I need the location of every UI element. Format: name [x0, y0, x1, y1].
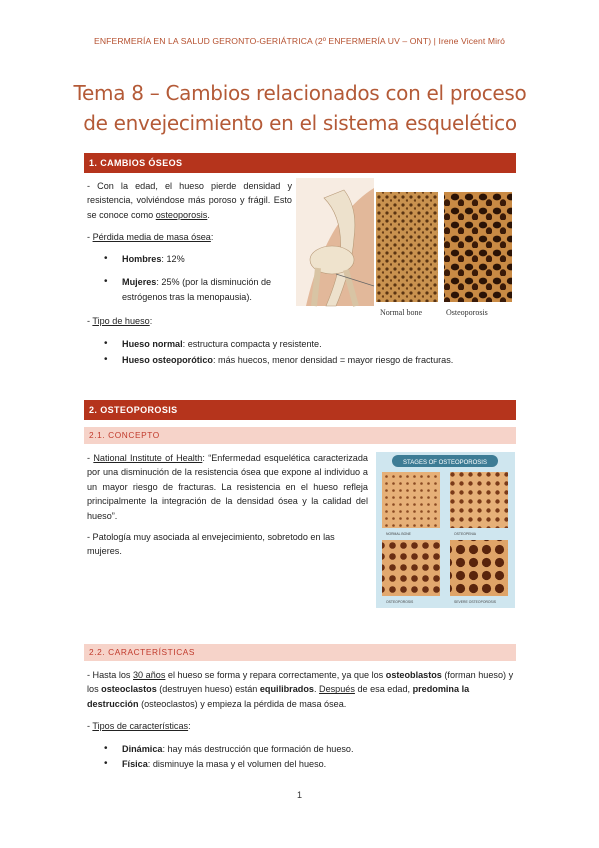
underlined-term: Pérdida media de masa ósea	[92, 232, 211, 242]
stages-of-osteoporosis-figure	[376, 452, 515, 608]
list-tipos-caracteristicas	[122, 742, 517, 772]
text-segment: - Hasta los	[87, 670, 133, 680]
stage-osteoporosis	[382, 540, 440, 596]
text-segment: : hay más destrucción que formación de hueso.	[162, 744, 354, 754]
list-item	[122, 252, 297, 266]
underlined-term: National Institute of Health	[93, 453, 203, 463]
osteoporosis-bone-sample	[444, 192, 512, 302]
bold-term: Hombres	[122, 254, 162, 264]
bold-term: Física	[122, 759, 148, 770]
bold-term: Hueso normal	[122, 339, 183, 349]
osteoporosis-label: Osteoporosis	[446, 308, 488, 317]
osteoporosis-term: osteoporosis	[155, 209, 208, 220]
bone-comparison-figure	[296, 178, 518, 328]
subsection-heading-caracteristicas: 2.2. CARACTERÍSTICAS	[84, 644, 516, 661]
normal-bone-sample	[376, 192, 438, 302]
paragraph-tipo-hueso	[87, 314, 292, 328]
skeleton-illustration	[296, 178, 374, 306]
stage-label-normal: NORMAL BONE	[386, 532, 411, 536]
page-title	[60, 78, 540, 138]
underlined-term: Tipos de características	[92, 721, 189, 731]
list-item	[122, 757, 517, 771]
underlined-term: Después	[319, 684, 355, 695]
list-perdida-masa	[122, 252, 297, 304]
list-item	[122, 742, 517, 756]
list-tipo-hueso	[122, 337, 522, 368]
text-segment: -	[87, 453, 94, 463]
text-segment: - Con la edad, el hueso pierde densidad y resistencia, volviéndose más poroso y frágil. Esto se conoce como	[87, 181, 292, 220]
bold-term: osteoblastos	[385, 670, 442, 680]
text-segment: de esa edad,	[354, 684, 413, 695]
bold-term: predomina la destrucción	[87, 684, 470, 709]
stage-normal-bone	[382, 472, 440, 528]
subsection-heading-concepto: 2.1. CONCEPTO	[84, 427, 516, 444]
section-heading-cambios-oseos: 1. CAMBIOS ÓSEOS	[84, 153, 516, 173]
stage-label-severe: SEVERE OSTEOPOROSIS	[454, 600, 497, 604]
paragraph-osteoblastos	[87, 668, 517, 711]
bold-term: Hueso osteoporótico	[122, 355, 213, 366]
underlined-term: 30 años	[133, 670, 166, 680]
stage-osteopenia	[450, 472, 508, 528]
list-item	[122, 337, 522, 351]
stage-label-osteopenia: OSTEOPENIA	[454, 532, 477, 536]
text-segment: : 25% (por la disminución de estrógenos tras la menopausia).	[122, 277, 272, 302]
title-line-2: de envejecimiento en el sistema esquelético	[83, 111, 517, 135]
text-segment: (destruyen hueso) están	[156, 684, 260, 695]
list-item	[122, 275, 297, 304]
text-segment: -	[87, 721, 93, 731]
figure-title: STAGES OF OSTEOPOROSIS	[403, 460, 487, 466]
bold-term: osteoclastos	[101, 684, 157, 695]
stage-label-osteoporosis: OSTEOPOROSIS	[386, 600, 414, 604]
text-segment: -	[87, 232, 93, 242]
paragraph-osteoporosis-intro	[87, 179, 292, 222]
text-segment: : “Enfermedad esquelética caracterizada por una disminución de la resistencia ósea que expone al individuo a un mayor riesgo de fracturas. La resistencia en el hueso refleja principalmente la integración de la densidad ósea y la calidad del hueso”.	[87, 453, 368, 521]
text-segment: : disminuye la masa y el volumen del hueso.	[147, 759, 327, 770]
paragraph-patologia: - Patología muy asociada al envejecimiento, sobretodo en las mujeres.	[87, 532, 335, 557]
text-segment: el hueso se forma y repara correctamente, ya que los	[165, 670, 386, 680]
stage-severe-osteoporosis	[450, 540, 508, 596]
text-segment: .	[207, 209, 210, 220]
text-segment: : estructura compacta y resistente.	[182, 339, 322, 349]
bold-term: Mujeres	[122, 277, 157, 288]
text-segment: :	[149, 316, 153, 326]
section-heading-osteoporosis: 2. OSTEOPOROSIS	[84, 400, 516, 420]
text-segment: (osteoclastos) y empieza la pérdida de masa ósea.	[138, 698, 347, 709]
text-segment: .	[313, 684, 320, 695]
text-segment: -	[87, 316, 93, 326]
list-item	[122, 353, 522, 367]
page-number: 1	[296, 790, 302, 800]
paragraph-perdida-masa	[87, 230, 292, 244]
bold-term: equilibrados	[259, 684, 314, 695]
bold-term: Dinámica	[122, 744, 163, 754]
text-segment: : 12%	[161, 254, 185, 264]
running-header: ENFERMERÍA EN LA SALUD GERONTO-GERIÁTRICA (2º ENFERMERÍA UV – ONT) | Irene Vicent Miró	[94, 36, 505, 46]
text-segment: : más huecos, menor densidad = mayor riesgo de fracturas.	[212, 355, 454, 366]
text-segment: (forman hueso) y los	[87, 670, 514, 695]
paragraph-nih-definition	[87, 451, 368, 523]
title-line-1: Tema 8 – Cambios relacionados con el proceso	[73, 81, 527, 105]
paragraph-tipos-caracteristicas	[87, 719, 517, 733]
normal-bone-label: Normal bone	[380, 308, 422, 317]
text-segment: :	[210, 232, 214, 242]
underlined-term: Tipo de hueso	[92, 316, 150, 326]
text-segment: :	[188, 721, 191, 731]
